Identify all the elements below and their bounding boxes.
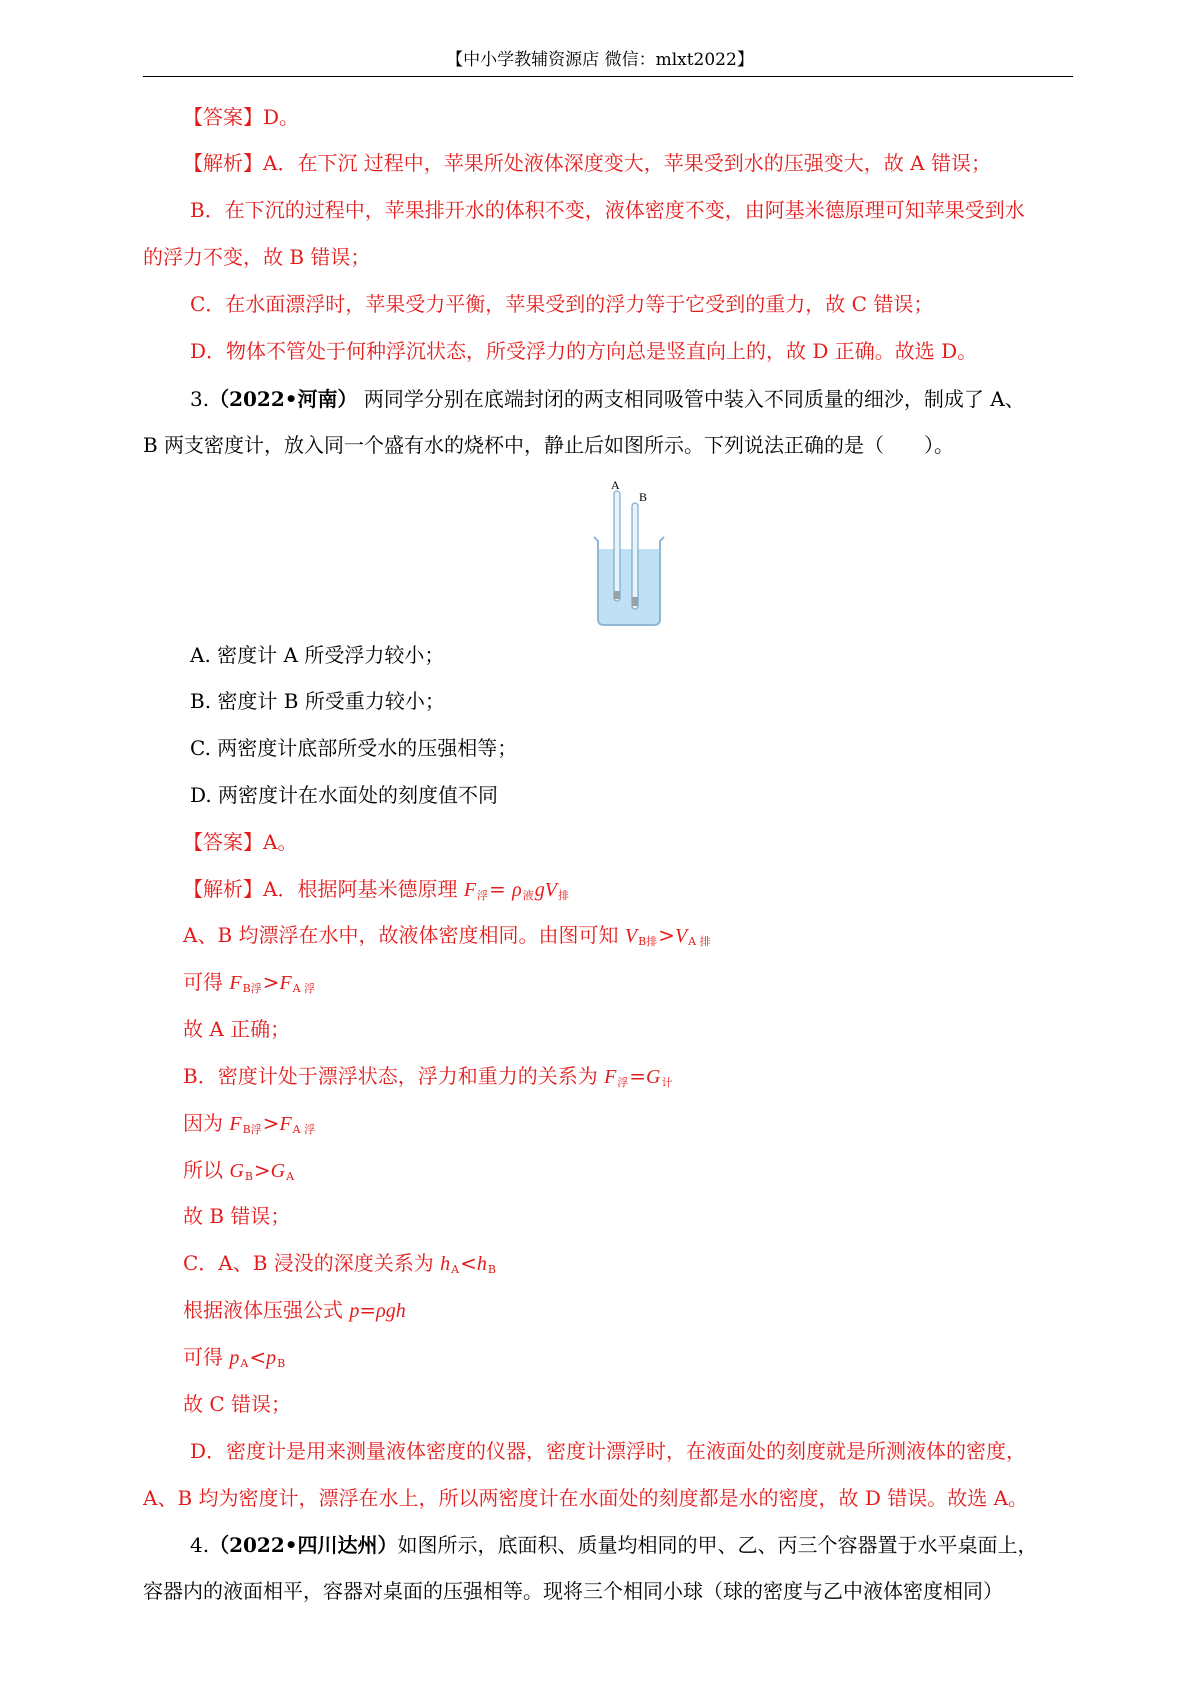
q2-analysis-d: D．物体不管处于何种浮沉状态，所受浮力的方向总是竖直向上的，故 D 正确。故选 D。 — [190, 339, 978, 363]
q3-option-a: A. 密度计 A 所受浮力较小； — [190, 643, 445, 667]
q4-stem-line2: 容器内的液面相平，容器对桌面的压强相等。现将三个相同小球（球的密度与乙中液体密度相同） — [143, 1579, 1003, 1603]
var-hA-sub: A — [451, 1263, 460, 1276]
q3-option-c: C. 两密度计底部所受水的压强相等； — [190, 736, 518, 760]
q3-analysis-l10-text: 根据液体压强公式 — [183, 1298, 350, 1322]
var-VB-sub: B排 — [638, 935, 658, 948]
var-pB-sub: B — [277, 1357, 286, 1370]
q3-analysis-line1 — [183, 876, 570, 909]
q4-stem-line1 — [190, 1532, 1038, 1558]
label-b: B — [639, 490, 648, 504]
beaker-figure — [590, 479, 668, 627]
var-F: F — [604, 1066, 617, 1088]
q3-analysis-line5 — [183, 1063, 674, 1096]
var-hB: h — [476, 1253, 487, 1275]
var-VA: V — [674, 925, 688, 947]
var-G-sub: 计 — [661, 1076, 673, 1089]
q3-answer: 【答案】A。 — [183, 830, 298, 854]
formula-gV: gV — [534, 879, 557, 901]
q3-number: 3. — [190, 387, 210, 411]
eq-sign: = — [629, 1064, 647, 1088]
var-VB: V — [624, 925, 638, 947]
q3-analysis-l6-text: 因为 — [183, 1111, 230, 1135]
formula-F-sub: 浮 — [477, 889, 489, 902]
sand-b — [632, 597, 638, 606]
water-liquid — [598, 549, 660, 625]
sand-a — [614, 591, 620, 599]
var-GA: G — [270, 1160, 286, 1182]
q3-stem-line2: B 两支密度计，放入同一个盛有水的烧杯中，静止后如图所示。下列说法正确的是（ ）。 — [143, 433, 955, 457]
var-GB: G — [229, 1160, 244, 1182]
q2-analysis-b-line2: 的浮力不变，故 B 错误； — [143, 245, 371, 269]
lt-sign: < — [249, 1345, 267, 1369]
var-hA: h — [440, 1253, 451, 1275]
var-pA: p — [229, 1347, 240, 1369]
q3-analysis-line8: 故 B 错误； — [183, 1204, 291, 1228]
q3-analysis-l9-text: C．A、B 浸没的深度关系为 — [183, 1251, 441, 1275]
var-G: G — [646, 1066, 661, 1088]
q3-source: （2022•河南） — [209, 387, 358, 411]
var-gh: gh — [385, 1300, 406, 1322]
var-FB-sub: B浮 — [242, 982, 262, 995]
q2-answer: 【答案】D。 — [183, 105, 300, 129]
q2-analysis-c: C．在水面漂浮时，苹果受力平衡，苹果受到的浮力等于它受到的重力，故 C 错误； — [190, 292, 934, 316]
q3-analysis-line7 — [183, 1157, 295, 1190]
var-FA: F — [279, 972, 292, 994]
var-FA-sub: A 浮 — [292, 982, 316, 995]
gt-sign: > — [262, 1111, 280, 1135]
var-GB-sub: B — [244, 1170, 253, 1183]
q2-analysis-b-line1: B．在下沉的过程中，苹果排开水的体积不变，液体密度不变，由阿基米德原理可知苹果受到水 — [190, 198, 1025, 222]
var-F-sub: 浮 — [617, 1076, 629, 1089]
q3-analysis-l3-text: 可得 — [183, 970, 230, 994]
hydrometer-a — [614, 491, 620, 601]
q3-analysis-line4: 故 A 正确； — [183, 1017, 291, 1041]
var-FB: F — [229, 972, 242, 994]
q3-stem-text1: 两同学分别在底端封闭的两支相同吸管中装入不同质量的细沙，制成了 A、 — [363, 387, 1025, 411]
q3-analysis-l7-text: 所以 — [183, 1158, 230, 1182]
var-FA-sub: A 浮 — [292, 1123, 316, 1136]
var-hB-sub: B — [487, 1263, 496, 1276]
formula-V-sub: 排 — [557, 889, 569, 902]
var-GA-sub: A — [286, 1170, 295, 1183]
gt-sign: > — [658, 923, 675, 947]
q3-analysis-line2 — [183, 922, 712, 955]
q4-stem-text1: 如图所示，底面积、质量均相同的甲、乙、丙三个容器置于水平桌面上， — [397, 1533, 1038, 1557]
var-p: p — [349, 1300, 360, 1322]
var-FB: F — [229, 1113, 242, 1135]
page-header: 【中小学教辅资源店 微信：mlxt2022】 — [446, 50, 754, 70]
header-rule — [143, 76, 1073, 77]
q3-analysis-line9 — [183, 1250, 497, 1283]
hydrometer-b — [632, 503, 638, 609]
q3-analysis-line13: D．密度计是用来测量液体密度的仪器，密度计漂浮时，在液面处的刻度就是所测液体的密度， — [190, 1439, 1027, 1463]
gt-sign: > — [262, 970, 280, 994]
q3-analysis-line14: A、B 均为密度计，漂浮在水上，所以两密度计在水面处的刻度都是水的密度，故 D 错误。故选 A。 — [143, 1486, 1029, 1510]
q2-analysis-a: 【解析】A．在下沉 过程中，苹果所处液体深度变大，苹果受到水的压强变大，故 A 错误； — [183, 151, 991, 175]
q3-analysis-line10 — [183, 1297, 406, 1324]
q3-analysis-l1-text: 【解析】A．根据阿基米德原理 — [183, 877, 464, 901]
formula-eq: = — [489, 877, 513, 901]
q3-analysis-l11-text: 可得 — [183, 1345, 230, 1369]
var-FA: F — [279, 1113, 292, 1135]
var-pA-sub: A — [240, 1357, 249, 1370]
var-VA-sub: A 排 — [688, 935, 711, 948]
formula-F: F — [463, 879, 477, 901]
lt-sign: < — [460, 1251, 477, 1275]
q3-analysis-line11 — [183, 1344, 286, 1377]
q3-analysis-l5-text: B．密度计处于漂浮状态，浮力和重力的关系为 — [183, 1064, 605, 1088]
formula-rho: ρ — [512, 879, 522, 901]
q4-number: 4. — [190, 1533, 210, 1557]
q3-analysis-line6 — [183, 1110, 316, 1143]
var-pB: p — [266, 1347, 277, 1369]
q4-source: （2022•四川达州） — [209, 1533, 398, 1557]
q3-analysis-l2-text: A、B 均漂浮在水中，故液体密度相同。由图可知 — [183, 923, 625, 947]
formula-rho-sub: 液 — [522, 889, 534, 902]
q3-analysis-line12: 故 C 错误； — [183, 1392, 292, 1416]
q3-option-b: B. 密度计 B 所受重力较小； — [190, 689, 445, 713]
q3-analysis-line3 — [183, 969, 316, 1002]
q3-stem-line1 — [190, 386, 1025, 412]
var-rho: ρ — [376, 1300, 386, 1322]
gt-sign: > — [253, 1158, 271, 1182]
eq-sign: = — [359, 1298, 377, 1322]
var-FB-sub: B浮 — [242, 1123, 262, 1136]
label-a: A — [611, 479, 620, 492]
q3-option-d: D. 两密度计在水面处的刻度值不同 — [190, 783, 499, 807]
